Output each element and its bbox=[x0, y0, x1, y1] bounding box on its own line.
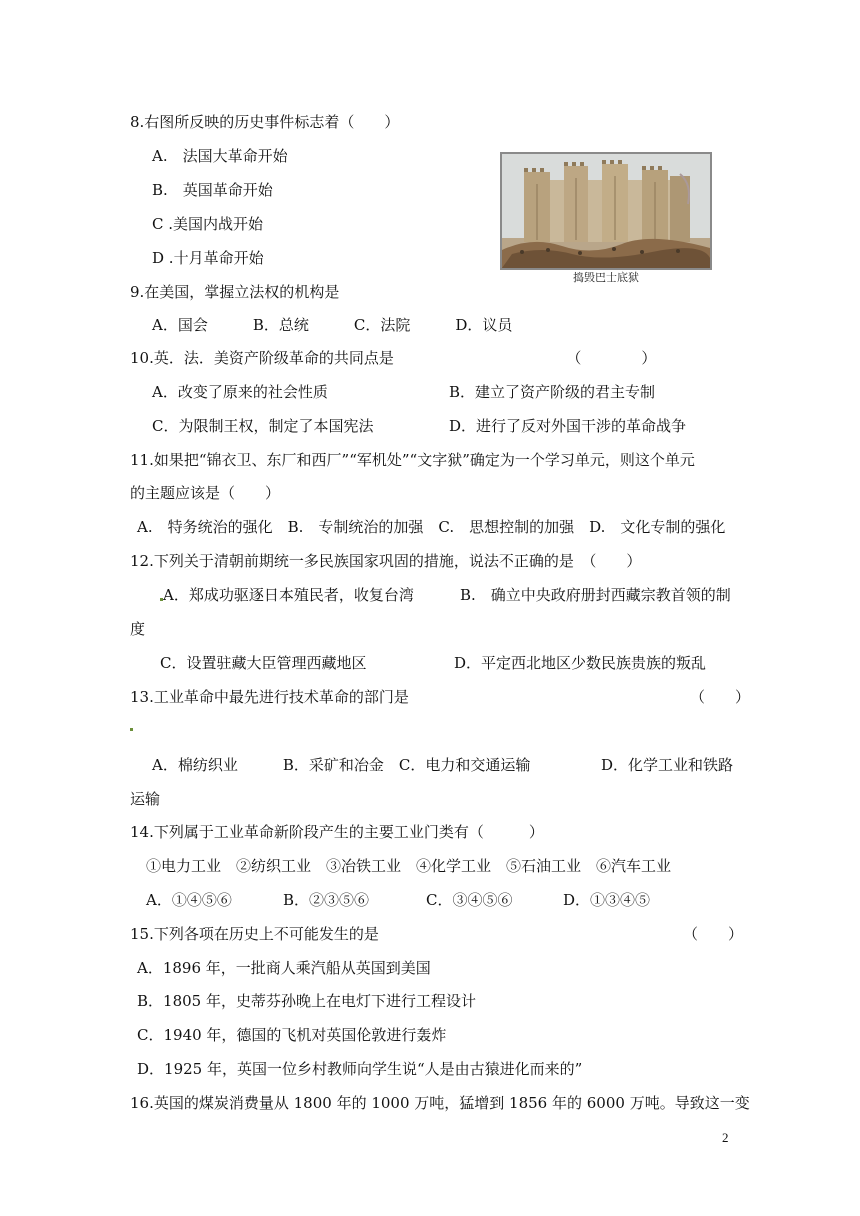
q12-option-a: A．郑成功驱逐日本殖民者，收复台湾 bbox=[163, 586, 414, 604]
bastille-storming-illustration bbox=[500, 152, 712, 270]
q8-option-c: C .美国内战开始 bbox=[152, 215, 264, 233]
page-number: 2 bbox=[722, 1130, 729, 1145]
q14-option-c: C．③④⑤⑥ bbox=[426, 891, 513, 909]
q13-option-d: D．化学工业和铁路 bbox=[601, 756, 734, 774]
q8-option-b: B. 英国革命开始 bbox=[152, 181, 273, 199]
q14-option-b: B．②③⑤⑥ bbox=[283, 891, 370, 909]
q12-option-d: D．平定西北地区少数民族贵族的叛乱 bbox=[454, 654, 707, 672]
q12-option-b-continued: 度 bbox=[130, 620, 146, 638]
q8-option-a: A. 法国大革命开始 bbox=[152, 147, 288, 165]
q14-items: ①电力工业 ②纺织工业 ③冶铁工业 ④化学工业 ⑤石油工业 ⑥汽车工业 bbox=[146, 857, 672, 875]
q12-option-b: B. 确立中央政府册封西藏宗教首领的制 bbox=[460, 586, 731, 604]
q10-option-b: B．建立了资产阶级的君主专制 bbox=[449, 383, 656, 401]
q14-stem: 14.下列属于工业革命新阶段产生的主要工业门类有（ ） bbox=[130, 823, 544, 841]
q10-option-a: A．改变了原来的社会性质 bbox=[152, 383, 328, 401]
q11-options: A. 特务统治的强化 B. 专制统治的加强 C. 思想控制的加强 D. 文化专制的强化 bbox=[137, 518, 726, 536]
q14-option-d: D．①③④⑤ bbox=[563, 891, 651, 909]
q12-stem: 12.下列关于清朝前期统一多民族国家巩固的措施，说法不正确的是 （ ） bbox=[130, 552, 642, 570]
q13-options: A．棉纺织业 B．采矿和冶金 C．电力和交通运输 bbox=[152, 756, 531, 774]
q10-stem: 10.英．法．美资产阶级革命的共同点是 （ ） bbox=[130, 349, 657, 367]
q10-option-d: D．进行了反对外国干涉的革命战争 bbox=[449, 417, 687, 435]
figure-caption: 捣毁巴士底狱 bbox=[573, 271, 639, 284]
q15-stem: 15.下列各项在历史上不可能发生的是 bbox=[130, 925, 379, 943]
q14-option-a: A．①④⑤⑥ bbox=[146, 891, 232, 909]
mark-dot bbox=[130, 728, 133, 731]
q8-option-d: D .十月革命开始 bbox=[152, 249, 264, 267]
q15-option-c: C．1940 年，德国的飞机对英国伦敦进行轰炸 bbox=[137, 1026, 447, 1044]
q10-option-c: C．为限制王权，制定了本国宪法 bbox=[152, 417, 374, 435]
q15-option-b: B．1805 年，史蒂芬孙晚上在电灯下进行工程设计 bbox=[137, 992, 476, 1010]
q11-stem-line1: 11.如果把“锦衣卫、东厂和西厂”“军机处”“文字狱”确定为一个学习单元，则这个单元 bbox=[130, 451, 695, 469]
q13-answer-paren: （ ） bbox=[690, 688, 751, 706]
q9-stem: 9.在美国，掌握立法权的机构是 bbox=[130, 283, 340, 301]
fortress-drawing bbox=[502, 154, 710, 268]
q11-stem-line2: 的主题应该是（ ） bbox=[130, 484, 281, 502]
q15-answer-paren: （ ） bbox=[683, 925, 744, 943]
q9-options: A．国会 B．总统 C．法院 D．议员 bbox=[152, 316, 513, 334]
q15-option-a: A．1896 年，一批商人乘汽船从英国到美国 bbox=[137, 959, 431, 977]
q15-option-d: D．1925 年，英国一位乡村教师向学生说“人是由古猿进化而来的” bbox=[137, 1060, 583, 1078]
q16-stem: 16.英国的煤炭消费量从 1800 年的 1000 万吨，猛增到 1856 年的 6000 万吨。导致这一变 bbox=[130, 1094, 750, 1112]
q8-stem: 8.右图所反映的历史事件标志着（ ） bbox=[130, 113, 400, 131]
q13-option-d-continued: 运输 bbox=[130, 790, 161, 808]
q12-option-c: C．设置驻藏大臣管理西藏地区 bbox=[160, 654, 367, 672]
q13-stem: 13.工业革命中最先进行技术革命的部门是 bbox=[130, 688, 409, 706]
